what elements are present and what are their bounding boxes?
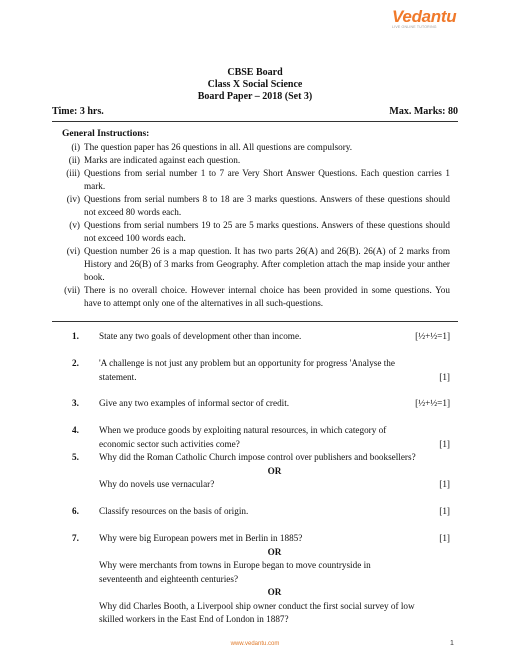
instruction-text: Question number 26 is a map question. It has two parts 26(A) and 26(B). 26(A) of 2 marks from History and 26(B) of 3 marks from Geography. After completion attach the map inside your anther book. bbox=[84, 246, 450, 282]
instruction-number: (vi) bbox=[66, 246, 80, 256]
question-text: State any two goals of development other than income. bbox=[99, 331, 302, 341]
vedantu-logo bbox=[392, 8, 482, 30]
or-separator: OR bbox=[267, 546, 282, 557]
question-marks: [½+½=1] bbox=[415, 331, 450, 341]
instruction-item bbox=[58, 193, 450, 219]
question-marks: [1] bbox=[439, 506, 450, 516]
instruction-number: (iv) bbox=[66, 194, 80, 204]
instruction-item bbox=[58, 141, 450, 154]
question-number: 1. bbox=[72, 331, 79, 341]
question-text: Why did the Roman Catholic Church impose control over publishers and booksellers? bbox=[99, 452, 416, 462]
max-marks-label: Max. Marks: 80 bbox=[389, 106, 458, 117]
question-text: When we produce goods by exploiting natural resources, in which category of bbox=[99, 425, 387, 435]
instruction-number: (iii) bbox=[66, 168, 80, 178]
question-4 bbox=[72, 424, 450, 451]
question-marks: [1] bbox=[439, 533, 450, 543]
footer-url[interactable]: www.vedantu.com bbox=[230, 641, 280, 647]
question-marks: [1] bbox=[439, 479, 450, 489]
question-alt-text: Why were merchants from towns in Europe began to move countryside in bbox=[99, 560, 371, 570]
paper-title: Board Paper – 2018 (Set 3) bbox=[197, 91, 313, 102]
instructions-list bbox=[58, 141, 450, 310]
question-alt-text: Why did Charles Booth, a Liverpool ship owner conduct the first social survey of low bbox=[99, 600, 415, 611]
time-label: Time: 3 hrs. bbox=[52, 106, 104, 117]
question-text-cont: statement. bbox=[99, 371, 137, 382]
question-alt-text-cont: skilled workers in the East End of London in 1887? bbox=[99, 614, 289, 624]
instructions-divider bbox=[52, 321, 458, 322]
question-number: 3. bbox=[72, 398, 79, 408]
logo-wordmark: Vedantu bbox=[392, 7, 457, 26]
question-number: 5. bbox=[72, 452, 79, 462]
instruction-text: Marks are indicated against each question. bbox=[84, 155, 241, 165]
instruction-number: (vii) bbox=[64, 285, 80, 295]
question-number: 4. bbox=[72, 425, 79, 435]
question-marks: [1] bbox=[439, 438, 450, 449]
question-text: Why were big European powers met in Berlin in 1885? bbox=[99, 533, 303, 543]
question-text-cont: economic sector such activities come? bbox=[99, 438, 240, 449]
instruction-item bbox=[58, 245, 450, 284]
question-marks: [½+½=1] bbox=[415, 398, 450, 408]
question-number: 7. bbox=[72, 533, 79, 543]
question-6 bbox=[72, 505, 450, 519]
instruction-text: The question paper has 26 questions in all. All questions are compulsory. bbox=[84, 142, 353, 152]
question-alt-text: Why do novels use vernacular? bbox=[99, 479, 215, 489]
question-text: Give any two examples of informal sector of credit. bbox=[99, 398, 290, 408]
instruction-number: (i) bbox=[71, 142, 80, 152]
question-text: Classify resources on the basis of origin. bbox=[99, 506, 249, 516]
instructions-title: General Instructions: bbox=[62, 129, 150, 139]
question-marks: [1] bbox=[439, 371, 450, 382]
question-number: 2. bbox=[72, 358, 79, 368]
class-title: Class X Social Science bbox=[207, 79, 303, 90]
question-text: 'A challenge is not just any problem but an opportunity for progress 'Analyse the bbox=[99, 358, 395, 368]
question-number: 6. bbox=[72, 506, 79, 516]
instruction-number: (ii) bbox=[68, 155, 80, 165]
question-7 bbox=[72, 532, 450, 627]
question-1 bbox=[72, 330, 450, 344]
instruction-item bbox=[58, 167, 450, 193]
logo-tagline: LIVE ONLINE TUTORING bbox=[392, 25, 437, 29]
instruction-number: (v) bbox=[69, 220, 80, 230]
page-number: 1 bbox=[450, 640, 454, 647]
instruction-item bbox=[58, 284, 450, 310]
instruction-text: Questions from serial numbers 8 to 18 are 3 marks questions. Answers of these questions should not exceed 80 words each. bbox=[84, 194, 450, 217]
instruction-text: Questions from serial number 1 to 7 are Very Short Answer Questions. Each question carries 1 mark. bbox=[84, 168, 450, 191]
header-divider bbox=[52, 121, 458, 122]
or-separator: OR bbox=[267, 587, 282, 597]
board-title: CBSE Board bbox=[227, 67, 283, 78]
question-5 bbox=[72, 451, 450, 492]
question-3 bbox=[72, 397, 450, 411]
question-alt-text-cont: seventeenth and eighteenth centuries? bbox=[99, 573, 239, 584]
instruction-item bbox=[58, 154, 450, 167]
instruction-item bbox=[58, 219, 450, 245]
question-2 bbox=[72, 357, 450, 384]
instruction-text: Questions from serial numbers 19 to 25 are 5 marks questions. Answers of these questions should not exceed 100 words each. bbox=[84, 220, 450, 243]
or-separator: OR bbox=[267, 465, 282, 476]
instruction-text: There is no overall choice. However internal choice has been provided in some questions. You have to attempt only one of the alternatives in all such-questions. bbox=[84, 285, 450, 308]
